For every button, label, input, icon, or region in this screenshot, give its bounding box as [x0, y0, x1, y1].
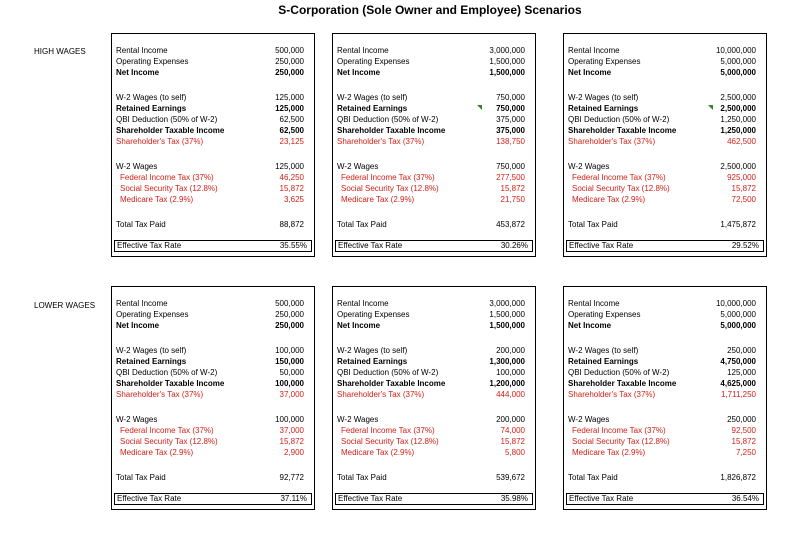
row-shareholder-taxable-income — [112, 125, 314, 136]
row-value: 2,900 — [283, 448, 304, 457]
row-label: Net Income — [116, 321, 160, 330]
effective-tax-rate-value: 35.98% — [500, 494, 528, 503]
row-w2-wages-self — [333, 345, 535, 356]
row-label: W-2 Wages (to self) — [568, 93, 639, 102]
row-medicare-tax — [112, 447, 314, 458]
effective-tax-rate-label: Effective Tax Rate — [117, 241, 182, 250]
scenario-box — [563, 33, 767, 257]
row-qbi-deduction — [333, 114, 535, 125]
row-label: Total Tax Paid — [116, 220, 166, 229]
row-label: Total Tax Paid — [568, 220, 618, 229]
row-value: 1,200,000 — [489, 379, 525, 388]
row-value: 4,750,000 — [720, 357, 756, 366]
row-label: Retained Earnings — [116, 104, 187, 113]
row-value: 1,500,000 — [489, 57, 525, 66]
row-shareholder-taxable-income — [333, 378, 535, 389]
row-label: QBI Deduction (50% of W-2) — [116, 368, 218, 377]
row-qbi-deduction — [564, 367, 766, 378]
row-net-income — [564, 320, 766, 331]
row-value: 200,000 — [496, 415, 525, 424]
row-label: Shareholder Taxable Income — [568, 126, 677, 135]
row-value: 10,000,000 — [715, 46, 756, 55]
row-value: 1,475,872 — [720, 220, 756, 229]
row-label: Shareholder Taxable Income — [337, 379, 446, 388]
row-value: 1,300,000 — [489, 357, 525, 366]
row-medicare-tax — [333, 447, 535, 458]
row-value: 21,750 — [500, 195, 525, 204]
row-value: 46,250 — [279, 173, 304, 182]
row-value: 5,000,000 — [720, 68, 756, 77]
row-value: 444,000 — [496, 390, 525, 399]
row-label: Net Income — [337, 321, 381, 330]
row-label: Shareholder Taxable Income — [568, 379, 677, 388]
row-federal-income-tax — [333, 172, 535, 183]
row-federal-income-tax — [564, 172, 766, 183]
comment-indicator-icon[interactable] — [708, 105, 713, 110]
row-label: Shareholder's Tax (37%) — [116, 137, 204, 146]
row-label: Rental Income — [337, 46, 389, 55]
row-value: 200,000 — [496, 346, 525, 355]
row-label: Net Income — [116, 68, 160, 77]
effective-tax-rate-value: 37.11% — [280, 494, 307, 503]
row-label: QBI Deduction (50% of W-2) — [337, 368, 439, 377]
row-total-tax-paid — [333, 219, 535, 230]
row-label: Rental Income — [568, 299, 620, 308]
row-label: W-2 Wages (to self) — [337, 93, 408, 102]
row-label: Shareholder's Tax (37%) — [337, 390, 425, 399]
row-operating-expenses — [333, 56, 535, 67]
row-shareholders-tax — [564, 389, 766, 400]
row-value: 37,000 — [279, 390, 304, 399]
row-value: 2,500,000 — [720, 93, 756, 102]
row-label: Net Income — [568, 321, 612, 330]
row-value: 100,000 — [275, 346, 304, 355]
row-net-income — [333, 67, 535, 78]
row-value: 750,000 — [496, 104, 525, 113]
row-w2-wages — [564, 414, 766, 425]
row-value: 62,500 — [279, 126, 304, 135]
row-total-tax-paid — [333, 472, 535, 483]
row-social-security-tax — [564, 183, 766, 194]
row-w2-wages-self — [112, 92, 314, 103]
comment-indicator-icon[interactable] — [477, 105, 482, 110]
scenario-label: HIGH WAGES — [34, 47, 86, 56]
row-label: W-2 Wages (to self) — [116, 346, 187, 355]
row-rental-income — [564, 298, 766, 309]
row-value: 1,250,000 — [720, 115, 756, 124]
row-value: 10,000,000 — [715, 299, 756, 308]
row-value: 100,000 — [496, 368, 525, 377]
page-title: S-Corporation (Sole Owner and Employee) Scenarios — [278, 3, 582, 17]
effective-tax-rate-cell — [335, 493, 533, 505]
row-label: Rental Income — [568, 46, 620, 55]
row-value: 500,000 — [275, 46, 304, 55]
effective-tax-rate-cell — [114, 493, 312, 505]
row-retained-earnings — [564, 356, 766, 367]
row-medicare-tax — [112, 194, 314, 205]
row-value: 5,000,000 — [720, 310, 756, 319]
row-label: Social Security Tax (12.8%) — [120, 184, 218, 193]
row-value: 2,500,000 — [720, 162, 756, 171]
row-w2-wages-self — [564, 92, 766, 103]
row-label: Operating Expenses — [568, 57, 641, 66]
row-w2-wages — [333, 414, 535, 425]
row-medicare-tax — [564, 447, 766, 458]
row-retained-earnings — [112, 103, 314, 114]
effective-tax-rate-cell — [566, 493, 764, 505]
row-label: W-2 Wages — [116, 415, 158, 424]
row-federal-income-tax — [112, 425, 314, 436]
row-value: 375,000 — [496, 115, 525, 124]
row-value: 750,000 — [496, 162, 525, 171]
row-value: 138,750 — [496, 137, 525, 146]
row-label: Shareholder's Tax (37%) — [568, 390, 656, 399]
row-label: W-2 Wages (to self) — [337, 346, 408, 355]
row-value: 1,826,872 — [720, 473, 756, 482]
row-label: Total Tax Paid — [116, 473, 166, 482]
row-label: Medicare Tax (2.9%) — [572, 448, 646, 457]
row-retained-earnings — [333, 103, 535, 114]
row-net-income — [112, 320, 314, 331]
row-label: Total Tax Paid — [568, 473, 618, 482]
row-qbi-deduction — [564, 114, 766, 125]
row-value: 150,000 — [275, 357, 304, 366]
row-value: 1,500,000 — [489, 321, 525, 330]
row-total-tax-paid — [112, 472, 314, 483]
row-label: Total Tax Paid — [337, 220, 387, 229]
row-value: 15,872 — [279, 184, 304, 193]
row-label: Medicare Tax (2.9%) — [341, 448, 415, 457]
effective-tax-rate-label: Effective Tax Rate — [569, 241, 634, 250]
row-label: Federal Income Tax (37%) — [120, 173, 214, 182]
row-label: Operating Expenses — [116, 310, 189, 319]
row-label: Social Security Tax (12.8%) — [341, 184, 439, 193]
row-qbi-deduction — [112, 114, 314, 125]
row-label: Retained Earnings — [337, 357, 408, 366]
row-value: 277,500 — [496, 173, 525, 182]
scenario-box — [332, 33, 536, 257]
row-label: Shareholder's Tax (37%) — [116, 390, 204, 399]
row-rental-income — [564, 45, 766, 56]
row-federal-income-tax — [333, 425, 535, 436]
row-label: Net Income — [568, 68, 612, 77]
row-social-security-tax — [112, 183, 314, 194]
row-value: 539,672 — [496, 473, 525, 482]
scenario-label: LOWER WAGES — [34, 301, 96, 310]
row-label: Retained Earnings — [568, 104, 639, 113]
row-label: W-2 Wages — [337, 415, 379, 424]
row-label: Shareholder Taxable Income — [337, 126, 446, 135]
row-shareholder-taxable-income — [112, 378, 314, 389]
row-label: Shareholder's Tax (37%) — [568, 137, 656, 146]
row-label: Rental Income — [116, 46, 168, 55]
row-label: QBI Deduction (50% of W-2) — [116, 115, 218, 124]
row-value: 375,000 — [496, 126, 525, 135]
row-label: Social Security Tax (12.8%) — [120, 437, 218, 446]
row-total-tax-paid — [564, 472, 766, 483]
row-value: 15,872 — [279, 437, 304, 446]
row-label: Medicare Tax (2.9%) — [572, 195, 646, 204]
effective-tax-rate-cell — [335, 240, 533, 252]
row-qbi-deduction — [333, 367, 535, 378]
row-value: 250,000 — [275, 57, 304, 66]
row-operating-expenses — [333, 309, 535, 320]
row-w2-wages — [333, 161, 535, 172]
row-net-income — [333, 320, 535, 331]
row-value: 2,500,000 — [720, 104, 756, 113]
row-value: 4,625,000 — [720, 379, 756, 388]
row-operating-expenses — [112, 309, 314, 320]
row-label: W-2 Wages (to self) — [116, 93, 187, 102]
row-net-income — [112, 67, 314, 78]
row-label: Retained Earnings — [337, 104, 408, 113]
row-shareholders-tax — [112, 389, 314, 400]
effective-tax-rate-cell — [566, 240, 764, 252]
row-shareholder-taxable-income — [564, 378, 766, 389]
row-value: 100,000 — [275, 415, 304, 424]
row-value: 125,000 — [275, 104, 304, 113]
row-federal-income-tax — [564, 425, 766, 436]
row-label: Medicare Tax (2.9%) — [341, 195, 415, 204]
row-value: 925,000 — [727, 173, 756, 182]
row-label: W-2 Wages — [116, 162, 158, 171]
scenario-box — [111, 286, 315, 510]
row-value: 250,000 — [727, 346, 756, 355]
row-label: W-2 Wages — [568, 162, 610, 171]
row-retained-earnings — [564, 103, 766, 114]
row-label: Federal Income Tax (37%) — [341, 426, 435, 435]
row-rental-income — [112, 45, 314, 56]
row-label: Operating Expenses — [337, 57, 410, 66]
row-label: W-2 Wages — [568, 415, 610, 424]
row-value: 125,000 — [727, 368, 756, 377]
row-label: W-2 Wages (to self) — [568, 346, 639, 355]
row-label: Social Security Tax (12.8%) — [341, 437, 439, 446]
row-value: 125,000 — [275, 162, 304, 171]
row-w2-wages — [112, 414, 314, 425]
row-label: Social Security Tax (12.8%) — [572, 184, 670, 193]
row-value: 92,772 — [279, 473, 304, 482]
row-value: 62,500 — [279, 115, 304, 124]
row-w2-wages — [112, 161, 314, 172]
row-value: 1,500,000 — [489, 310, 525, 319]
effective-tax-rate-value: 30.26% — [500, 241, 528, 250]
row-federal-income-tax — [112, 172, 314, 183]
row-label: Federal Income Tax (37%) — [572, 173, 666, 182]
row-value: 92,500 — [731, 426, 756, 435]
row-value: 250,000 — [275, 310, 304, 319]
row-total-tax-paid — [112, 219, 314, 230]
row-label: Net Income — [337, 68, 381, 77]
row-label: Federal Income Tax (37%) — [120, 426, 214, 435]
row-label: Rental Income — [337, 299, 389, 308]
row-label: Shareholder Taxable Income — [116, 126, 225, 135]
row-value: 37,000 — [279, 426, 304, 435]
row-social-security-tax — [333, 436, 535, 447]
row-value: 5,800 — [504, 448, 525, 457]
row-medicare-tax — [564, 194, 766, 205]
row-rental-income — [333, 45, 535, 56]
row-label: Operating Expenses — [116, 57, 189, 66]
row-value: 15,872 — [500, 437, 525, 446]
row-shareholder-taxable-income — [564, 125, 766, 136]
effective-tax-rate-label: Effective Tax Rate — [338, 494, 403, 503]
row-label: Retained Earnings — [568, 357, 639, 366]
row-label: QBI Deduction (50% of W-2) — [337, 115, 439, 124]
row-value: 1,250,000 — [720, 126, 756, 135]
row-social-security-tax — [333, 183, 535, 194]
row-value: 1,711,250 — [721, 390, 756, 399]
effective-tax-rate-label: Effective Tax Rate — [569, 494, 634, 503]
row-value: 250,000 — [275, 321, 304, 330]
effective-tax-rate-value: 29.52% — [731, 241, 759, 250]
row-shareholders-tax — [112, 136, 314, 147]
row-qbi-deduction — [112, 367, 314, 378]
row-rental-income — [333, 298, 535, 309]
row-value: 74,000 — [500, 426, 525, 435]
row-shareholders-tax — [333, 136, 535, 147]
row-label: QBI Deduction (50% of W-2) — [568, 368, 670, 377]
row-value: 1,500,000 — [489, 68, 525, 77]
effective-tax-rate-cell — [114, 240, 312, 252]
row-label: Operating Expenses — [337, 310, 410, 319]
row-value: 3,625 — [283, 195, 304, 204]
row-w2-wages — [564, 161, 766, 172]
effective-tax-rate-value: 35.55% — [279, 241, 307, 250]
row-label: Medicare Tax (2.9%) — [120, 195, 194, 204]
effective-tax-rate-value: 36.54% — [731, 494, 759, 503]
scenario-box — [111, 33, 315, 257]
row-shareholders-tax — [564, 136, 766, 147]
scenario-box — [332, 286, 536, 510]
row-net-income — [564, 67, 766, 78]
row-value: 50,000 — [279, 368, 304, 377]
row-label: Total Tax Paid — [337, 473, 387, 482]
row-value: 3,000,000 — [489, 46, 525, 55]
row-social-security-tax — [564, 436, 766, 447]
effective-tax-rate-label: Effective Tax Rate — [117, 494, 182, 503]
row-label: Federal Income Tax (37%) — [572, 426, 666, 435]
row-value: 125,000 — [275, 93, 304, 102]
row-w2-wages-self — [333, 92, 535, 103]
row-shareholder-taxable-income — [333, 125, 535, 136]
row-value: 500,000 — [275, 299, 304, 308]
row-retained-earnings — [333, 356, 535, 367]
row-label: Retained Earnings — [116, 357, 187, 366]
row-label: Rental Income — [116, 299, 168, 308]
row-value: 15,872 — [731, 437, 756, 446]
row-label: W-2 Wages — [337, 162, 379, 171]
row-label: Federal Income Tax (37%) — [341, 173, 435, 182]
row-value: 15,872 — [731, 184, 756, 193]
row-value: 750,000 — [496, 93, 525, 102]
row-rental-income — [112, 298, 314, 309]
row-value: 5,000,000 — [720, 321, 756, 330]
row-value: 5,000,000 — [720, 57, 756, 66]
row-retained-earnings — [112, 356, 314, 367]
row-total-tax-paid — [564, 219, 766, 230]
row-label: Shareholder's Tax (37%) — [337, 137, 425, 146]
scenario-box — [563, 286, 767, 510]
row-value: 462,500 — [727, 137, 756, 146]
row-value: 7,250 — [735, 448, 756, 457]
row-w2-wages-self — [564, 345, 766, 356]
row-label: Medicare Tax (2.9%) — [120, 448, 194, 457]
row-value: 3,000,000 — [489, 299, 525, 308]
row-value: 23,125 — [279, 137, 304, 146]
row-label: QBI Deduction (50% of W-2) — [568, 115, 670, 124]
row-value: 250,000 — [275, 68, 304, 77]
row-shareholders-tax — [333, 389, 535, 400]
row-value: 453,872 — [496, 220, 525, 229]
row-w2-wages-self — [112, 345, 314, 356]
row-operating-expenses — [564, 309, 766, 320]
row-value: 88,872 — [279, 220, 304, 229]
row-operating-expenses — [564, 56, 766, 67]
row-medicare-tax — [333, 194, 535, 205]
effective-tax-rate-label: Effective Tax Rate — [338, 241, 403, 250]
row-label: Operating Expenses — [568, 310, 641, 319]
row-label: Shareholder Taxable Income — [116, 379, 225, 388]
row-value: 250,000 — [727, 415, 756, 424]
row-label: Social Security Tax (12.8%) — [572, 437, 670, 446]
row-value: 72,500 — [731, 195, 756, 204]
row-operating-expenses — [112, 56, 314, 67]
row-value: 100,000 — [275, 379, 304, 388]
row-value: 15,872 — [500, 184, 525, 193]
row-social-security-tax — [112, 436, 314, 447]
